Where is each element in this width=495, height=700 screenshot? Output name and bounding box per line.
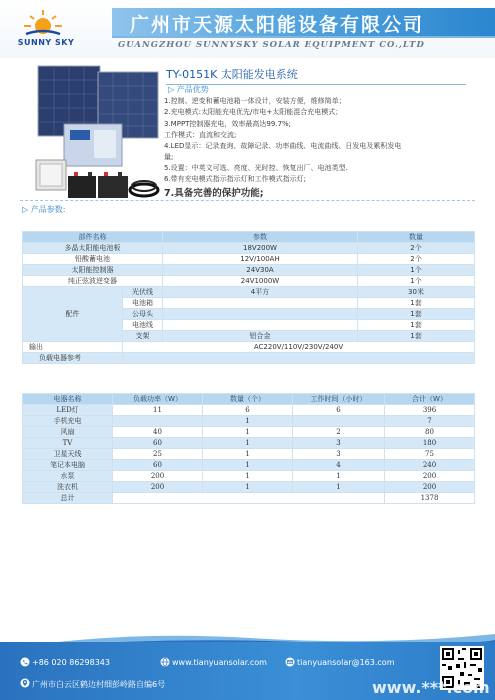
battery-box-image [36, 160, 66, 190]
cell: 80 [385, 427, 475, 438]
cell: 多晶太阳能电池板 [23, 243, 163, 254]
table-row [23, 482, 475, 493]
cell: 180 [385, 438, 475, 449]
table-row [23, 416, 475, 427]
table-header-row [23, 394, 475, 405]
header-cell: 数量 [358, 232, 475, 243]
advantage-item: 3.MPPT控制器充电，效率最高达99.7%; [164, 120, 292, 128]
cell: 6 [203, 405, 293, 416]
advantage-item: 2.充电模式:太阳能充电优先/市电+太阳能混合充电模式； [164, 108, 343, 116]
company-name-en: GUANGZHOU SUNNYSKY SOLAR EQUIPMENT CO.,LTD [118, 40, 425, 50]
advantage-item: 5.设置：中英文可选、亮度、光时控、恢复出厂、电池类型. [164, 164, 348, 172]
cell: 1套 [358, 320, 475, 331]
cell: 1 [203, 471, 293, 482]
cell: 电池箱 [123, 298, 163, 309]
advantage-item: 7.具备完善的保护功能; [164, 188, 264, 199]
cell [293, 416, 385, 427]
inverter-unit-image [64, 124, 122, 166]
header-cell: 合计（W） [385, 394, 475, 405]
table-row [23, 243, 475, 254]
cell: 洗衣机 [23, 482, 113, 493]
total-label: 总计 [23, 493, 113, 504]
cell: 1 [203, 438, 293, 449]
cell: 1 [203, 427, 293, 438]
components-table [22, 231, 475, 364]
header-cell: 部件名称 [23, 232, 163, 243]
cable-coil-image [130, 181, 158, 196]
cell: 2个 [358, 254, 475, 265]
header-cell: 电器名称 [23, 394, 113, 405]
table-row [23, 471, 475, 482]
table-row [23, 449, 475, 460]
cell: 12V/100AH [163, 254, 358, 265]
cell [163, 298, 358, 309]
cell: 4 [293, 460, 385, 471]
phone-icon [20, 657, 30, 667]
cell: 1套 [358, 298, 475, 309]
cell: 1套 [358, 331, 475, 342]
advantage-item: 工作模式：直流和交流; [164, 131, 237, 139]
sunnysky-logo-icon [20, 8, 66, 38]
cell: LED灯 [23, 405, 113, 416]
cell: 卫星天线 [23, 449, 113, 460]
cell [163, 320, 358, 331]
cell: 7 [385, 416, 475, 427]
advantage-item: 4.LED显示：记录查询、故障记录、功率曲线、电流曲线、日发电及累积发电 [164, 142, 402, 150]
product-model-title: TY-0151K 太阳能发电系统 [166, 66, 466, 85]
total-value: 1378 [385, 493, 475, 504]
footer-phone: +86 020 86298343 [32, 658, 110, 667]
table-row [23, 405, 475, 416]
cell: 电池线 [123, 320, 163, 331]
cell: 1 [203, 482, 293, 493]
cell: 水泵 [23, 471, 113, 482]
cell: 25 [113, 449, 203, 460]
cell: 支架 [123, 331, 163, 342]
accessories-label: 配件 [23, 287, 123, 342]
cell: 11 [113, 405, 203, 416]
cell: 6 [293, 405, 385, 416]
table-row [23, 276, 475, 287]
product-photo [30, 64, 162, 212]
cell: 笔记本电脑 [23, 460, 113, 471]
cell: 1个 [358, 276, 475, 287]
footer-email[interactable]: tianyuansolar@163.com [297, 658, 395, 667]
cell: 公母头 [123, 309, 163, 320]
advantage-item: 量; [164, 153, 174, 161]
email-icon [285, 657, 295, 667]
header-cell: 工作时间（小时） [293, 394, 385, 405]
cell: 3 [293, 438, 385, 449]
cell [123, 353, 475, 364]
cell: 1 [203, 460, 293, 471]
section-divider [20, 200, 475, 201]
cell: 太阳能控制器 [23, 265, 163, 276]
table-row [23, 287, 475, 298]
table-header-row [23, 232, 475, 243]
cell: 铅酸蓄电池 [23, 254, 163, 265]
cell: 手机充电 [23, 416, 113, 427]
cell: 75 [385, 449, 475, 460]
globe-icon [160, 657, 170, 667]
header-cell: 负载功率（W） [113, 394, 203, 405]
load-ref-label: 负载电器参考 [23, 353, 123, 364]
cell: 240 [385, 460, 475, 471]
cell: 1 [293, 482, 385, 493]
cell: 24V1000W [163, 276, 358, 287]
footer-website[interactable]: www.tianyuansolar.com [172, 658, 267, 667]
location-pin-icon [20, 678, 30, 688]
cell: TV [23, 438, 113, 449]
cell: 60 [113, 460, 203, 471]
cell: 1 [203, 416, 293, 427]
cell [113, 493, 385, 504]
cell: 1个 [358, 265, 475, 276]
cell: 铝合金 [163, 331, 358, 342]
params-heading: ▷ 产品参数: [22, 205, 66, 214]
table-row [23, 438, 475, 449]
cell: 40 [113, 427, 203, 438]
cell: 200 [385, 482, 475, 493]
cell: 4平方 [163, 287, 358, 298]
cell: 1套 [358, 309, 475, 320]
advantages-heading: ▷ 产品优势 [168, 85, 209, 94]
advantage-item: 6.带有充电模式指示指示灯和工作模式指示灯; [164, 175, 307, 183]
cell: 1 [203, 449, 293, 460]
table-row [23, 265, 475, 276]
company-name-cn: 广州市天源太阳能设备有限公司 [130, 14, 425, 36]
cell: 18V200W [163, 243, 358, 254]
table-row [23, 493, 475, 504]
cell: 风扇 [23, 427, 113, 438]
output-label: 输出 [23, 342, 123, 353]
cell: 2 [293, 427, 385, 438]
cell [113, 416, 203, 427]
cell: 60 [113, 438, 203, 449]
header-cell: 参数 [163, 232, 358, 243]
table-row [23, 427, 475, 438]
load-table [22, 393, 475, 504]
table-row [23, 254, 475, 265]
footer-address: 广州市白云区鹤边村细彭岭路自编6号 [32, 680, 166, 689]
cell: 200 [113, 482, 203, 493]
advantage-item: 1.控制、逆变和蓄电池箱一体设计，安装方便，维修简单； [164, 97, 346, 105]
cell: 纯正弦波逆变器 [23, 276, 163, 287]
header-cell: 数量（个） [203, 394, 293, 405]
table-row [23, 460, 475, 471]
cell: 396 [385, 405, 475, 416]
table-row [23, 342, 475, 353]
logo-text: SUNNY SKY [17, 38, 75, 47]
table-row [23, 353, 475, 364]
cell: 光伏线 [123, 287, 163, 298]
batteries-image [68, 172, 128, 198]
cell: 2个 [358, 243, 475, 254]
cell [163, 309, 358, 320]
cell: 30米 [358, 287, 475, 298]
cell: 200 [113, 471, 203, 482]
cell: 1 [293, 471, 385, 482]
cell: 3 [293, 449, 385, 460]
cell: 200 [385, 471, 475, 482]
watermark: www.***.com [372, 678, 490, 697]
cell: 24V30A [163, 265, 358, 276]
output-value: AC220V/110V/230V/240V [123, 342, 475, 353]
